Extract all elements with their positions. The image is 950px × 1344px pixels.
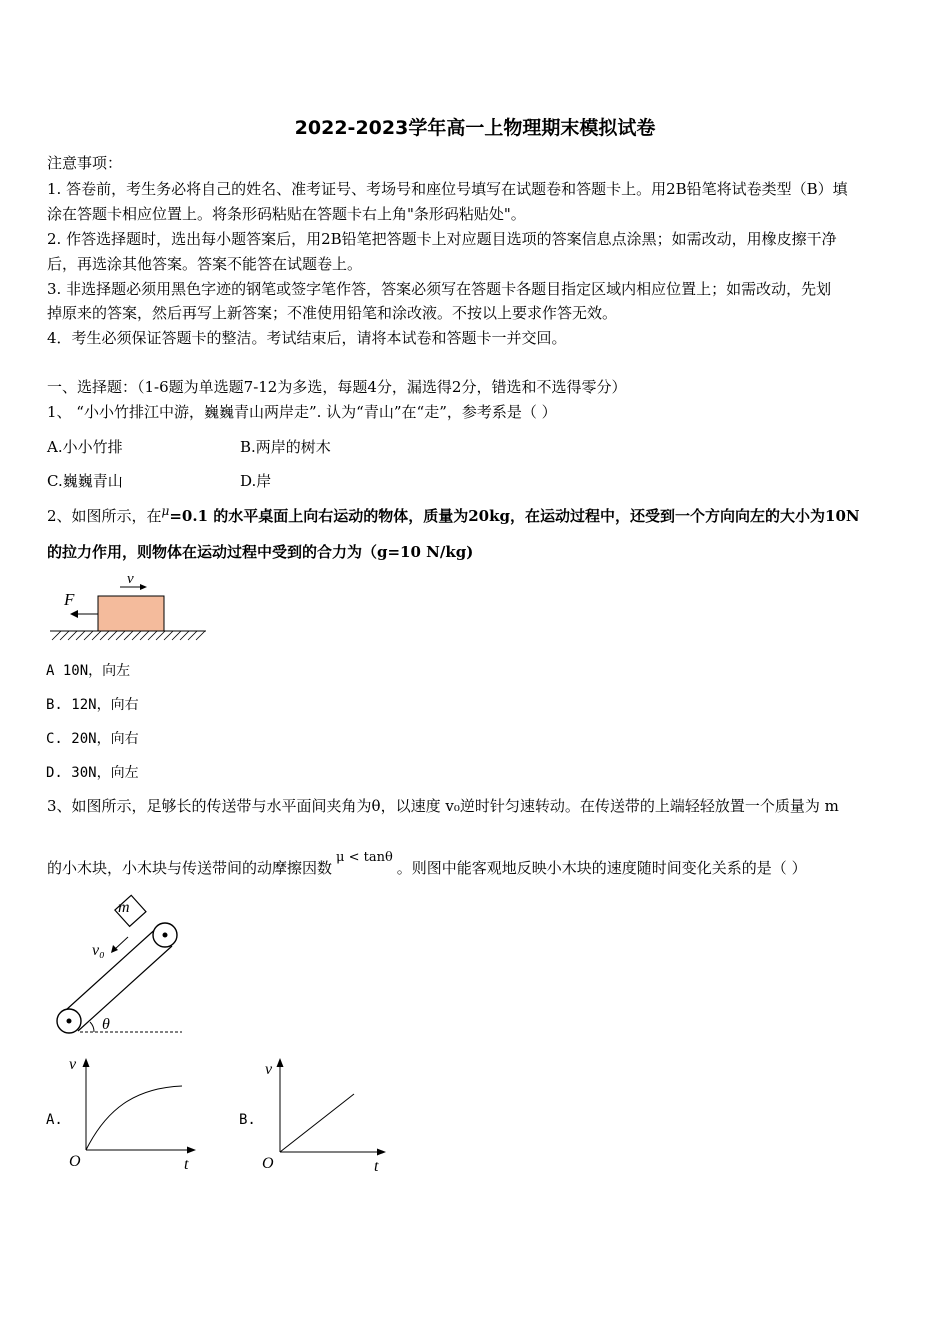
q2-option-b: B. 12N，向右 <box>46 697 139 713</box>
q3-stem-b: 的小木块，小木块与传送带间的动摩擦因数 <box>47 859 333 877</box>
q2-block-figure <box>48 570 208 645</box>
page-title: 2022-2023学年高一上物理期末模拟试卷 <box>294 117 656 139</box>
q2-option-a: A 10N，向左 <box>46 663 131 679</box>
notes-line: 1. 答卷前，考生务必将自己的姓名、准考证号、考场号和座位号填写在试题卷和答题卡上。用2B铅笔将试卷类型（B）填 <box>47 180 848 198</box>
notes-line: 掉原来的答案，然后再写上新答案；不准使用铅笔和涂改液。不按以上要求作答无效。 <box>47 304 618 322</box>
q3-option-a-label: A. <box>46 1112 63 1128</box>
mass-label: m <box>118 899 130 916</box>
q2-stem-b: =0.1 的水平桌面上向右运动的物体，质量为20kg，在运动过程中，还受到一个方向向左的大小为10N <box>169 507 860 525</box>
notes-line: 2. 作答选择题时，选出每小题答案后，用2B铅笔把答题卡上对应题目选项的答案信息点涂黑；如需改动，用橡皮擦干净 <box>47 230 837 248</box>
graph-a-t-label: t <box>184 1156 189 1173</box>
force-arrowhead <box>70 610 78 618</box>
graph-a-origin: O <box>69 1153 81 1170</box>
angle-label: θ <box>102 1016 110 1033</box>
section-heading: 一、选择题：（1-6题为单选题7-12为多选，每题4分，漏选得2分，错选和不选得零分） <box>47 378 627 396</box>
q3-option-b-label: B. <box>239 1112 256 1128</box>
ground-hatch <box>52 631 205 640</box>
conveyor-figure <box>50 895 190 1040</box>
notes-line: 涂在答题卡相应位置上。将条形码粘贴在答题卡右上角"条形码粘贴处"。 <box>47 205 526 223</box>
q2-stem-a: 2、如图所示，在 <box>47 507 162 525</box>
velocity-arrowhead <box>140 584 147 590</box>
q1-option-d: D.岸 <box>240 472 272 490</box>
q1-stem: 1、 “小小竹排江中游，巍巍青山两岸走”. 认为“青山”在“走”，参考系是（ ） <box>47 403 557 421</box>
notes-line: 4．考生必须保证答题卡的整洁。考试结束后，请将本试卷和答题卡一并交回。 <box>47 329 567 347</box>
graph-b <box>258 1052 393 1177</box>
q1-option-b: B.两岸的树木 <box>240 438 331 456</box>
q1-option-c: C.巍巍青山 <box>47 472 123 490</box>
graph-a <box>64 1052 199 1177</box>
notes-line: 3. 非选择题必须用黑色字迹的钢笔或签字笔作答，答案必须写在答题卡各题目指定区域内相应位置上；如需改动，先划 <box>47 280 832 298</box>
belt-velocity-label: v₀ <box>92 942 105 959</box>
force-label: F <box>64 590 75 609</box>
graph-b-line <box>280 1094 354 1152</box>
q1-option-a: A.小小竹排 <box>47 438 123 456</box>
friction-condition: μ < tanθ <box>336 850 393 865</box>
velocity-label: v <box>127 571 134 587</box>
graph-a-v-label: v <box>69 1056 77 1073</box>
graph-a-curve <box>86 1086 182 1150</box>
q2-stem-line2: 的拉力作用，则物体在运动过程中受到的合力为（g=10 N/kg) <box>47 543 474 561</box>
graph-b-origin: O <box>262 1155 274 1172</box>
belt-velocity-arrow <box>114 937 128 950</box>
mu-symbol: μ <box>161 504 170 518</box>
q2-option-d: D. 30N，向左 <box>46 765 139 781</box>
notes-line: 后，再选涂其他答案。答案不能答在试题卷上。 <box>47 255 363 273</box>
q3-stem-c: 。则图中能客观地反映小木块的速度随时间变化关系的是（ ） <box>396 859 807 877</box>
q3-stem-line2 <box>47 850 807 878</box>
block <box>98 596 164 631</box>
q2-stem-line1 <box>47 505 860 526</box>
notes-heading: 注意事项： <box>47 154 123 172</box>
graph-b-t-label: t <box>374 1158 379 1175</box>
graph-b-v-label: v <box>265 1061 273 1078</box>
q2-option-c: C. 20N，向右 <box>46 731 139 747</box>
q3-stem-line1: 3、如图所示，足够长的传送带与水平面间夹角为θ，以速度 v₀逆时针匀速转动。在传送带的上端轻轻放置一个质量为 m <box>47 797 839 815</box>
